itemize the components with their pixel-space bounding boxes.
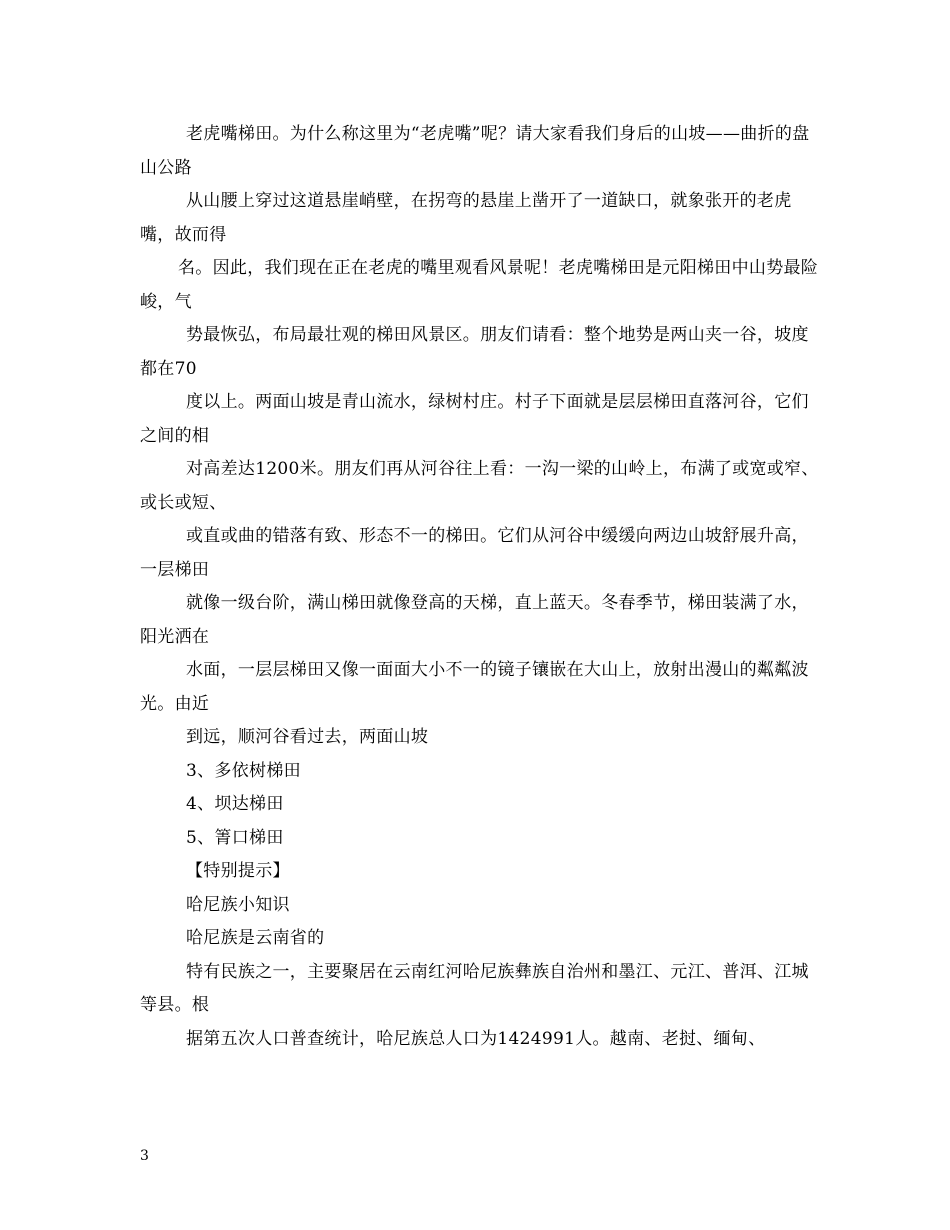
body-text: [140, 118, 820, 1056]
list-item: 3、多依树梯田: [186, 760, 301, 781]
paragraph: 就像一级台阶，满山梯田就像登高的天梯，直上蓝天。冬春季节，梯田装满了水，阳光洒在: [140, 593, 809, 647]
section-heading: 【特别提示】: [186, 861, 290, 881]
paragraph: 特有民族之一，主要聚居在云南红河哈尼族彝族自治州和墨江、元江、普洱、江城等县。根: [140, 961, 809, 1015]
paragraph: 据第五次人口普查统计，哈尼族总人口为1424991人。越南、老挝、缅甸、: [186, 1028, 766, 1049]
list-item: 4、坝达梯田: [186, 794, 284, 814]
paragraph: 水面，一层层梯田又像一面面大小不一的镜子镶嵌在大山上，放射出漫山的粼粼波光。由近: [140, 660, 809, 714]
paragraph: 对高差达1200米。朋友们再从河谷往上看：一沟一梁的山岭上，布满了或宽或窄、或长或短、: [140, 459, 819, 513]
paragraph: 到远，顺河谷看过去，两面山坡: [186, 727, 429, 747]
page-number: 3: [140, 1148, 149, 1164]
section-subheading: 哈尼族小知识: [186, 894, 290, 915]
paragraph: 或直或曲的错落有致、形态不一的梯田。它们从河谷中缓缓向两边山坡舒展升高，一层梯田: [140, 526, 809, 580]
paragraph: 哈尼族是云南省的: [186, 928, 325, 948]
paragraph: 名。因此，我们现在正在老虎的嘴里观看风景呢！老虎嘴梯田是元阳梯田中山势最险峻，气: [140, 258, 819, 312]
paragraph: 度以上。两面山坡是青山流水，绿树村庄。村子下面就是层层梯田直落河谷，它们之间的相: [140, 392, 809, 446]
paragraph: 势最恢弘，布局最壮观的梯田风景区。朋友们请看：整个地势是两山夹一谷，坡度都在70: [140, 325, 809, 379]
paragraph: 从山腰上穿过这道悬崖峭壁，在拐弯的悬崖上凿开了一道缺口，就象张开的老虎嘴，故而得: [140, 191, 792, 245]
list-item: 5、箐口梯田: [186, 827, 284, 848]
paragraph: 老虎嘴梯田。为什么称这里为“老虎嘴”呢？请大家看我们身后的山坡——曲折的盘山公路: [140, 124, 810, 178]
